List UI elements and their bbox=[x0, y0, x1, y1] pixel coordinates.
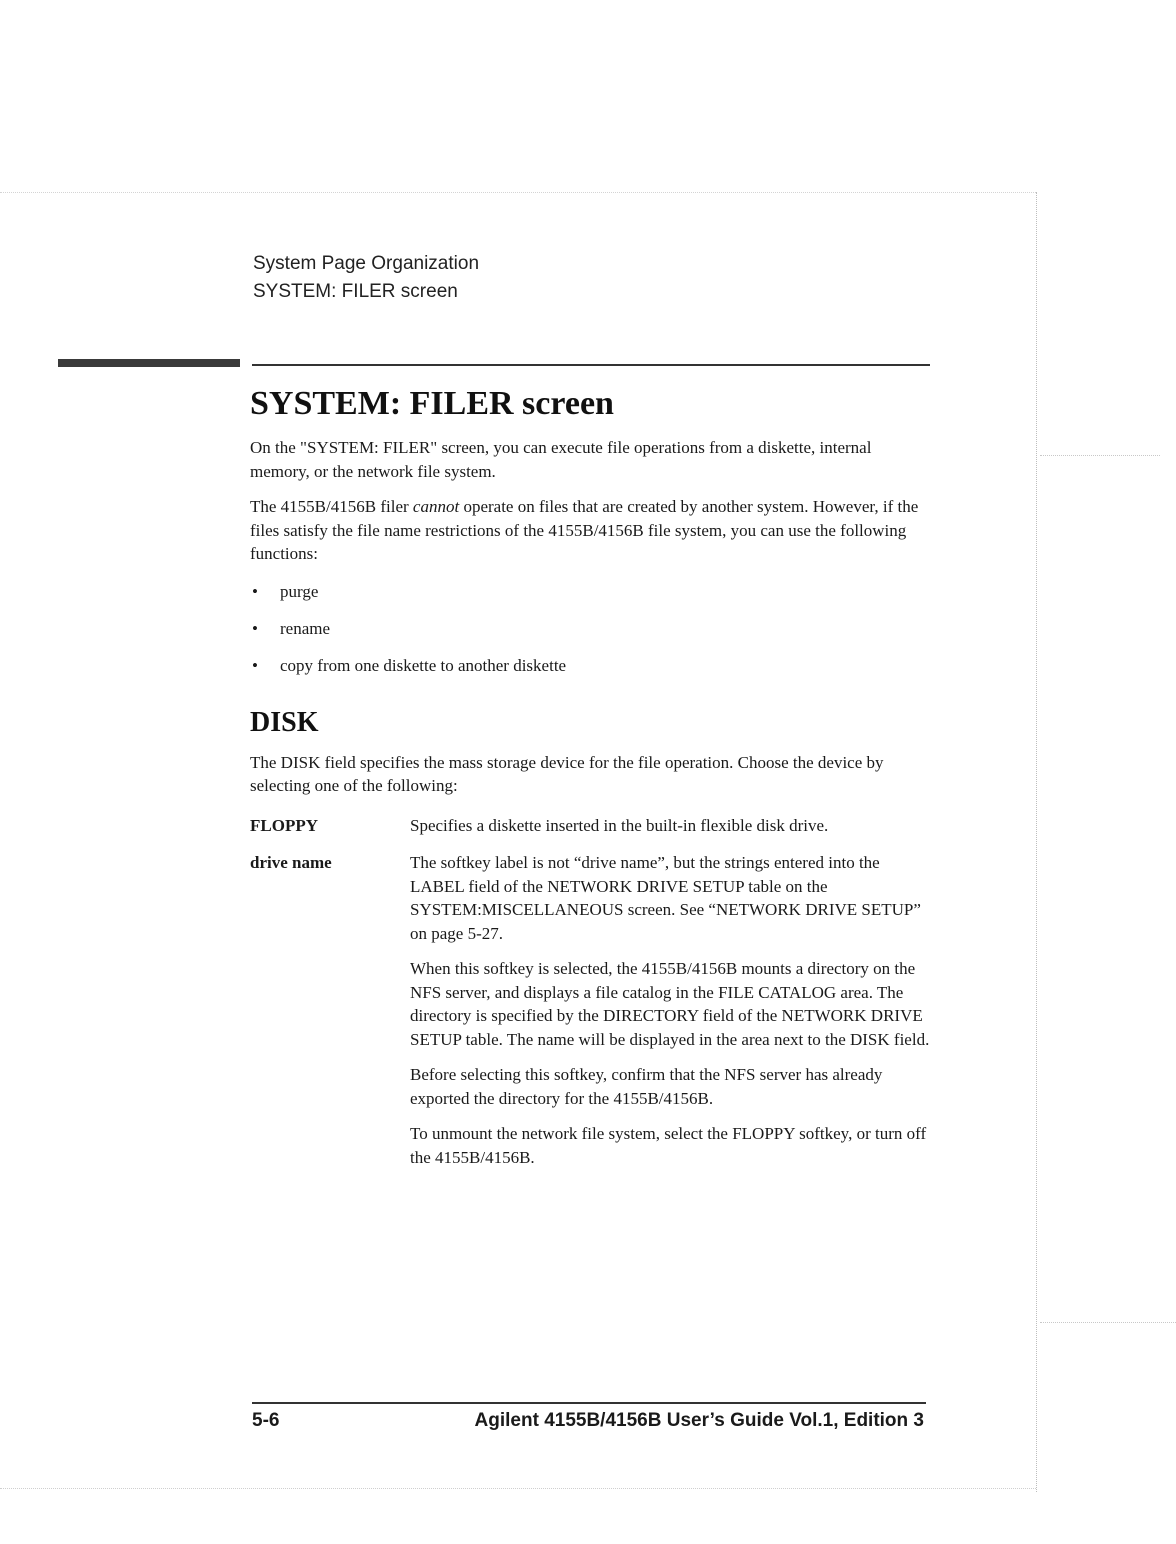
scan-page-edge-top bbox=[0, 192, 1036, 193]
footer-title: Agilent 4155B/4156B User’s Guide Vol.1, Edition 3 bbox=[474, 1410, 924, 1431]
restriction-text-start: The 4155B/4156B filer bbox=[250, 497, 413, 516]
restriction-emphasis: cannot bbox=[412, 497, 460, 516]
drive-name-option bbox=[250, 851, 930, 1181]
bullet-icon: • bbox=[252, 618, 258, 638]
function-purge: purge bbox=[280, 581, 319, 601]
list-item bbox=[250, 580, 930, 617]
intro-paragraph: On the "SYSTEM: FILER" screen, you can execute file operations from a diskette, internal memory, or the network file system. bbox=[250, 438, 872, 481]
function-copy: copy from one diskette to another diskette bbox=[280, 655, 567, 675]
floppy-option bbox=[250, 814, 930, 838]
drive-name-label-paragraph: The softkey label is not “drive name”, but the strings entered into the LABEL field of the NETWORK DRIVE SETUP table on the SYSTEM:MISCELLANEOUS screen. See “NETWORK DRIVE SETUP” on page 5-27. bbox=[410, 853, 921, 943]
footer-rule bbox=[252, 1402, 926, 1404]
floppy-description: Specifies a diskette inserted in the built-in flexible disk drive. bbox=[410, 815, 829, 835]
list-item bbox=[250, 654, 930, 691]
page-title: SYSTEM: FILER screen bbox=[250, 385, 614, 422]
scan-page-edge-bottom bbox=[0, 1488, 1036, 1489]
page-content bbox=[250, 382, 930, 1195]
drive-name-description bbox=[410, 851, 930, 1181]
drive-name-export-paragraph: Before selecting this softkey, confirm that the NFS server has already exported the directory for the 4155B/4156B. bbox=[410, 1065, 883, 1108]
disk-intro: The DISK field specifies the mass storage device for the file operation. Choose the device by selecting one of the following: bbox=[250, 752, 884, 795]
bullet-icon: • bbox=[252, 581, 258, 601]
scan-artifact-line bbox=[1040, 1322, 1176, 1323]
scan-artifact-line bbox=[1040, 455, 1160, 456]
disk-heading: DISK bbox=[250, 706, 319, 738]
drive-name-term: drive name bbox=[250, 853, 332, 872]
disk-option-list bbox=[250, 814, 930, 1182]
section-marker-bar bbox=[58, 359, 240, 367]
running-head-topic: SYSTEM: FILER screen bbox=[253, 281, 458, 302]
scan-page-edge-right bbox=[1036, 192, 1037, 1492]
drive-name-mount-paragraph: When this softkey is selected, the 4155B/4156B mounts a directory on the NFS server, and displays a file catalog in the FILE CATALOG area. The directory is specified by the DIRECTORY field of the NETWORK DRIVE SETUP table. The name will be displayed in the area next to the DISK field. bbox=[410, 959, 930, 1049]
section-rule bbox=[252, 364, 930, 366]
restriction-text-end: operate on files that are created by another system. However, if the files satisfy the file name restrictions of the 4155B/4156B file system, you can use the following functions: bbox=[250, 497, 919, 563]
restriction-paragraph bbox=[250, 495, 930, 566]
floppy-term: FLOPPY bbox=[250, 815, 318, 835]
function-list bbox=[250, 580, 930, 691]
running-head bbox=[253, 250, 479, 306]
page-number: 5-6 bbox=[252, 1410, 280, 1431]
running-head-section: System Page Organization bbox=[253, 253, 480, 274]
drive-name-unmount-paragraph: To unmount the network file system, select the FLOPPY softkey, or turn off the 4155B/4156B. bbox=[410, 1124, 927, 1167]
bullet-icon: • bbox=[252, 655, 258, 675]
function-rename: rename bbox=[280, 618, 331, 638]
list-item bbox=[250, 617, 930, 654]
